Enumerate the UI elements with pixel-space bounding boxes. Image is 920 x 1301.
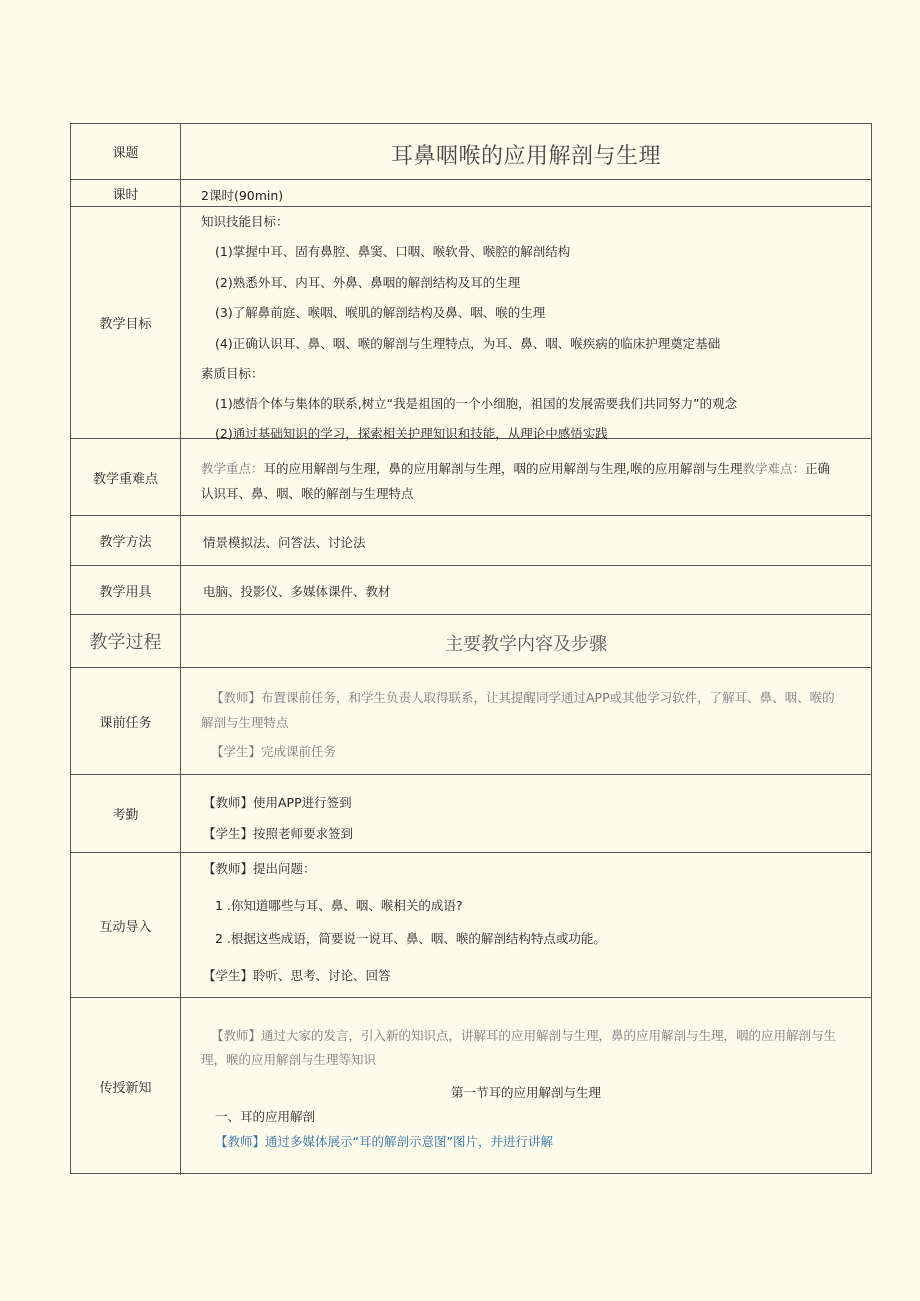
intro-student: 【学生】聆听、思考、讨论、回答: [203, 968, 391, 983]
diff-label: 教学难点：: [742, 461, 806, 476]
knowledge-item: (4)正确认识耳、鼻、咽、喉的解剖与生理特点，为耳、鼻、咽、喉疾病的临床护理奠定基础: [215, 336, 721, 351]
hours-label: 课时: [71, 180, 181, 206]
row-method: [71, 516, 871, 566]
attendance-student: 【学生】按照老师要求签到: [203, 826, 354, 841]
key-text: 耳的应用解剖与生理，鼻的应用解剖与生理，咽的应用解剖与生理,喉的应用解剖与生理: [263, 461, 743, 476]
row-intro: [71, 853, 871, 998]
intro-question-2: 2 .根据这些成语，简要说一说耳、鼻、咽、喉的解剖结构特点或功能。: [215, 931, 606, 946]
hours-value: 2课时(90min): [201, 188, 284, 203]
row-teach: [71, 998, 871, 1175]
row-pretask: [71, 668, 871, 775]
diff-text-1: 正确: [805, 461, 831, 476]
goals-label: 教学目标: [71, 207, 181, 438]
process-label: 教学过程: [71, 615, 181, 667]
tools-label: 教学用具: [71, 566, 181, 614]
pretask-student: 【学生】完成课前任务: [211, 744, 337, 759]
pretask-teacher-2: 解剖与生理特点: [201, 715, 289, 730]
knowledge-item: (2)熟悉外耳、内耳、外鼻、鼻咽的解剖结构及耳的生理: [215, 275, 521, 290]
knowledge-item: (1)掌握中耳、固有鼻腔、鼻窦、口咽、喉软骨、喉腔的解剖结构: [215, 244, 571, 259]
key-label: 教学重点：: [201, 461, 264, 476]
intro-question-1: 1 .你知道哪些与耳、鼻、咽、喉相关的成语?: [215, 898, 463, 913]
attendance-teacher: 【教师】使用APP进行签到: [203, 795, 352, 810]
attendance-label: 考勤: [71, 775, 181, 852]
intro-teacher: 【教师】提出问题：: [203, 861, 316, 876]
intro-label: 互动导入: [71, 853, 181, 997]
teach-teacher-3: 【教师】通过多媒体展示“耳的解剖示意图”图片，并进行讲解: [215, 1134, 553, 1149]
keypoints-label: 教学重难点: [71, 439, 181, 515]
teach-teacher-2: 理，喉的应用解剖与生理等知识: [201, 1052, 377, 1067]
quality-title: 素质目标：: [201, 366, 264, 381]
teach-label: 传授新知: [71, 998, 181, 1175]
pretask-label: 课前任务: [71, 668, 181, 774]
row-process: [71, 615, 871, 668]
lesson-plan-table: [70, 123, 872, 1174]
row-hours: [71, 180, 871, 207]
pretask-teacher-1: 【教师】布置课前任务，和学生负责人取得联系，让其提醒同学通过APP或其他学习软件，了解耳、鼻、咽、喉的: [211, 690, 835, 705]
teach-teacher-1: 【教师】通过大家的发言，引入新的知识点，讲解耳的应用解剖与生理，鼻的应用解剖与生理，咽的应用解剖与生: [211, 1028, 837, 1043]
knowledge-title: 知识技能目标：: [201, 214, 289, 229]
row-keypoints: [71, 439, 871, 516]
lesson-title: 耳鼻咽喉的应用解剖与生理: [390, 144, 661, 169]
quality-item: (1)感悟个体与集体的联系,树立“我是祖国的一个小细胞，祖国的发展需要我们共同努力”的观念: [215, 396, 738, 411]
keypoints-line-1: [201, 459, 830, 477]
process-heading: 主要教学内容及步骤: [445, 634, 607, 655]
row-tools: [71, 566, 871, 615]
method-value: 情景模拟法、问答法、讨论法: [203, 535, 366, 550]
section-heading: 第一节耳的应用解剖与生理: [450, 1085, 601, 1100]
row-goals: [71, 207, 871, 439]
row-topic: [71, 124, 871, 180]
method-label: 教学方法: [71, 516, 181, 565]
subsection-heading: 一、耳的应用解剖: [215, 1109, 316, 1124]
row-attendance: [71, 775, 871, 853]
quality-item: (2)通过基础知识的学习，探索相关护理知识和技能，从理论中感悟实践: [215, 426, 608, 441]
knowledge-item: (3)了解鼻前庭、喉咽、喉肌的解剖结构及鼻、咽、喉的生理: [215, 305, 546, 320]
tools-value: 电脑、投影仪、多媒体课件、教材: [203, 584, 391, 599]
diff-text-2: 认识耳、鼻、咽、喉的解剖与生理特点: [201, 486, 414, 501]
topic-label: 课题: [71, 124, 181, 179]
